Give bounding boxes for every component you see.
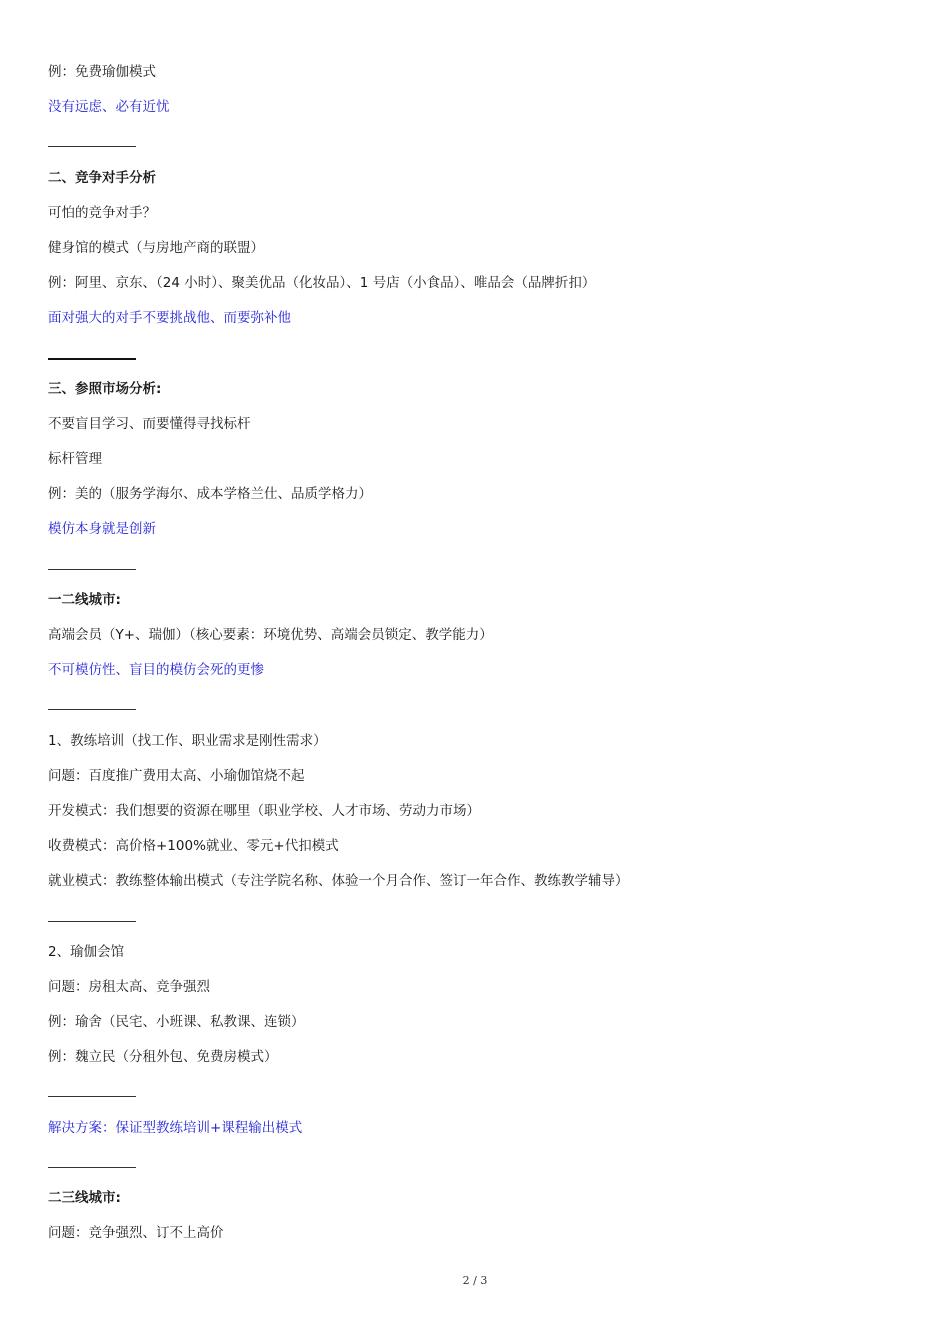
text-line: 健身馆的模式（与房地产商的联盟）	[48, 239, 264, 256]
highlight-line: 面对强大的对手不要挑战他、而要弥补他	[48, 310, 291, 327]
document-body	[48, 58, 908, 1254]
section-heading: 三、参照市场分析:	[48, 380, 162, 397]
separator	[48, 340, 908, 375]
text-line: 就业模式：教练整体输出模式（专注学院名称、体验一个月合作、签订一年合作、教练教学辅导）	[48, 873, 629, 890]
text-line: 例：阿里、京东、（24 小时）、聚美优品（化妆品）、1 号店（小食品）、唯品会（品牌折扣）	[48, 275, 596, 292]
page-number: 2 / 3	[462, 1274, 488, 1287]
text-line: 问题：竞争强烈、订不上高价	[48, 1225, 224, 1242]
separator	[48, 551, 908, 586]
text-line: 收费模式：高价格+100%就业、零元+代扣模式	[48, 838, 339, 855]
section-heading: 二三线城市:	[48, 1190, 121, 1206]
text-line: 标杆管理	[48, 451, 102, 468]
separator-bar	[48, 1167, 136, 1168]
text-line: 例：美的（服务学海尔、成本学格兰仕、品质学格力）	[48, 486, 372, 503]
highlight-line: 解决方案：保证型教练培训+课程输出模式	[48, 1119, 303, 1136]
text-line: 2、瑜伽会馆	[48, 943, 125, 960]
highlight-line: 不可模仿性、盲目的模仿会死的更惨	[48, 662, 264, 679]
text-line: 问题：百度推广费用太高、小瑜伽馆烧不起	[48, 767, 305, 784]
text-line: 不要盲目学习、而要懂得寻找标杆	[48, 415, 251, 432]
separator	[48, 691, 908, 726]
text-line: 开发模式：我们想要的资源在哪里（职业学校、人才市场、劳动力市场）	[48, 802, 480, 819]
section-heading: 一二线城市:	[48, 591, 121, 608]
separator-bar	[48, 146, 136, 147]
separator-bar	[48, 358, 136, 360]
separator	[48, 1149, 908, 1184]
separator-bar	[48, 569, 136, 570]
text-line: 问题：房租太高、竞争强烈	[48, 978, 210, 995]
text-line: 例：瑜舍（民宅、小班课、私教课、连锁）	[48, 1014, 305, 1031]
text-line: 可怕的竞争对手？	[48, 204, 156, 221]
separator-bar	[48, 709, 136, 710]
section-heading: 二、竞争对手分析	[48, 169, 156, 186]
text-line: 高端会员（Y+、瑞伽）（核心要素：环境优势、高端会员锁定、教学能力）	[48, 627, 493, 643]
highlight-line: 模仿本身就是创新	[48, 521, 156, 538]
text-line: 例：魏立民（分租外包、免费房模式）	[48, 1049, 278, 1066]
separator	[48, 128, 908, 163]
text-line: 例：免费瑜伽模式	[48, 64, 156, 80]
separator	[48, 1078, 908, 1113]
separator	[48, 903, 908, 938]
separator-bar	[48, 1096, 136, 1097]
text-line: 1、教练培训（找工作、职业需求是刚性需求）	[48, 732, 327, 749]
highlight-line: 没有远虑、必有近忧	[48, 99, 170, 116]
separator-bar	[48, 921, 136, 922]
